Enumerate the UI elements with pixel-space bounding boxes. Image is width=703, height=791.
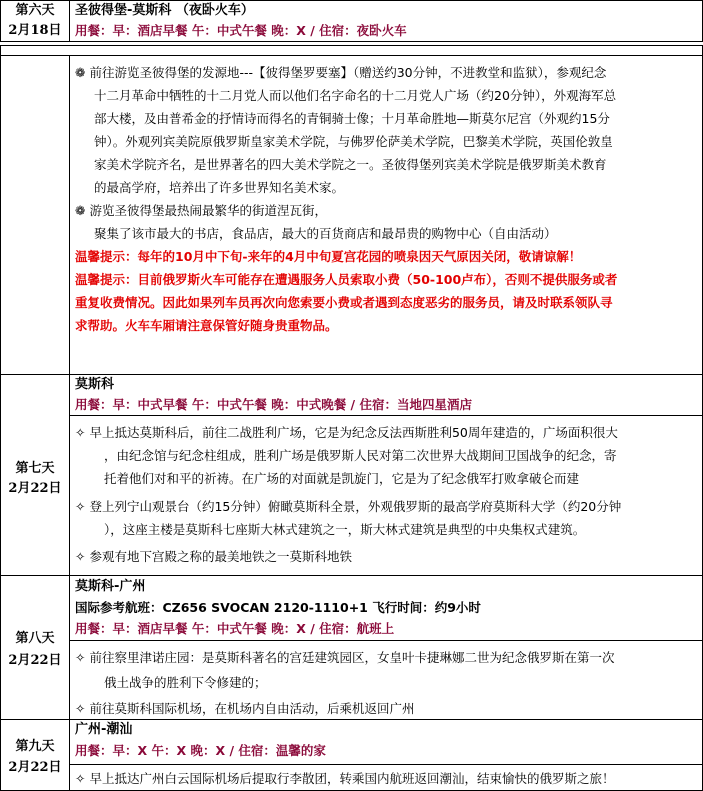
- stpete-line-4: 钟）。外观列宾美院原俄罗斯皇家美术学院，与佛罗伦萨美术学院，巴黎美术学院，英国伦敦皇: [94, 134, 613, 149]
- day9-meals: 用餐：早：X 午：X 晚：X / 住宿：温馨的家: [75, 743, 326, 758]
- day9-title: 广州-潮汕: [75, 722, 133, 737]
- day7-title: 莫斯科: [75, 377, 115, 392]
- day6-label: 第六天: [15, 3, 55, 18]
- tip-train-2: 重复收费情况。因此如果列车员再次向您索要小费或者遇到态度恶劣的服务员，请及时联系领队寻: [75, 295, 613, 310]
- day8-meals: 用餐：早：酒店早餐 午：中式午餐 晚：X / 住宿：航班上: [75, 621, 395, 636]
- stpete-line-2: 十二月革命中牺牲的十二月党人而以他们名字命名的十二月党人广场（约20分钟），外观海军总: [94, 88, 617, 103]
- day8-title: 莫斯科-广州: [75, 579, 146, 594]
- moscow-line-3: 托着他们对和平的祈祷。在广场的对面就是凯旋门，它是为了纪念俄军打败拿破仑而建: [104, 471, 580, 486]
- stpete-line-8: 聚集了该市最大的书店，食品店，最大的百货商店和最昂贵的购物中心（自由活动）: [94, 226, 557, 241]
- day7-date: 2月22日: [8, 481, 62, 496]
- day6-meals: 用餐：早：酒店早餐 午：中式午餐 晚：X / 住宿：夜卧火车: [75, 23, 407, 38]
- day8-date: 2月22日: [8, 653, 62, 668]
- stpete-line-7: ❁ 游览圣彼得堡最热闹最繁华的街道涅瓦街，: [75, 203, 327, 218]
- moscow-line-2: ，由纪念馆与纪念柱组成，胜利广场是俄罗斯人民对第二次世界大战期间卫国战争的纪念，寄: [104, 448, 617, 463]
- day9-date: 2月22日: [8, 760, 62, 775]
- tip-train-1: 温馨提示：目前俄罗斯火车可能存在遭遇服务人员索取小费（50-100卢布），否则不提供服务或者: [75, 272, 618, 287]
- day7-label: 第七天: [15, 461, 55, 476]
- stpete-line-5: 家美术学院齐名，是世界著名的四大美术学院之一。圣彼得堡列宾美术学院是俄罗斯美术教育: [94, 157, 607, 172]
- moscow-line-6: ✧ 参观有地下宫殿之称的最美地铁之一莫斯科地铁: [75, 549, 352, 564]
- cs-line-1: ✧ 早上抵达广州白云国际机场后提取行李散团，转乘国内航班返回潮汕，结束愉快的俄罗斯之旅！: [75, 771, 615, 786]
- gz-line-1: ✧ 前往察里津诺庄园：是莫斯科著名的宫廷建筑园区，女皇叶卡捷琳娜二世为纪念俄罗斯在第一次: [75, 650, 615, 665]
- moscow-line-4: ✧ 登上列宁山观景台（约15分钟）俯瞰莫斯科全景，外观俄罗斯的最高学府莫斯科大学（约20分钟: [75, 499, 622, 514]
- day7-meals: 用餐：早：中式早餐 午：中式午餐 晚：中式晚餐 / 住宿：当地四星酒店: [75, 397, 472, 412]
- moscow-line-5: ），这座主楼是莫斯科七座斯大林式建筑之一，斯大林式建筑是典型的中央集权式建筑。: [104, 522, 586, 537]
- stpete-line-1: ❁ 前往游览圣彼得堡的发源地---【彼得堡罗要塞】（赠送约30分钟，不进教堂和监狱），参观纪念: [75, 65, 607, 80]
- moscow-line-1: ✧ 早上抵达莫斯科后，前往二战胜利广场，它是为纪念反法西斯胜利50周年建造的，广场面积很大: [75, 425, 618, 440]
- day6-title: 圣彼得堡-莫斯科 （夜卧火车）: [75, 3, 254, 18]
- day8-flight: 国际参考航班：CZ656 SVOCAN 2120-1110+1 飞行时间：约9小时: [75, 600, 481, 615]
- day6-date: 2月18日: [8, 23, 62, 38]
- day9-label: 第九天: [15, 739, 55, 754]
- stpete-line-3: 部大楼，及由普希金的抒情诗而得名的青铜骑士像；十月革命胜地—斯莫尔尼宫（外观约15分: [94, 111, 610, 126]
- tip-train-3: 求帮助。火车车厢请注意保管好随身贵重物品。: [75, 318, 338, 333]
- tip-fountain: 温馨提示：每年的10月中下旬-来年的4月中旬夏宫花园的喷泉因天气原因关闭，敬请谅解！: [75, 249, 582, 264]
- day8-label: 第八天: [15, 631, 55, 646]
- stpete-label-cell: [0, 55, 70, 375]
- gz-line-2: 俄土战争的胜利下令修建的；: [104, 675, 267, 690]
- gz-line-3: ✧ 前往莫斯科国际机场，在机场内自由活动，后乘机返回广州: [75, 701, 415, 716]
- stpete-line-6: 的最高学府，培养出了许多世界知名美术家。: [94, 180, 345, 195]
